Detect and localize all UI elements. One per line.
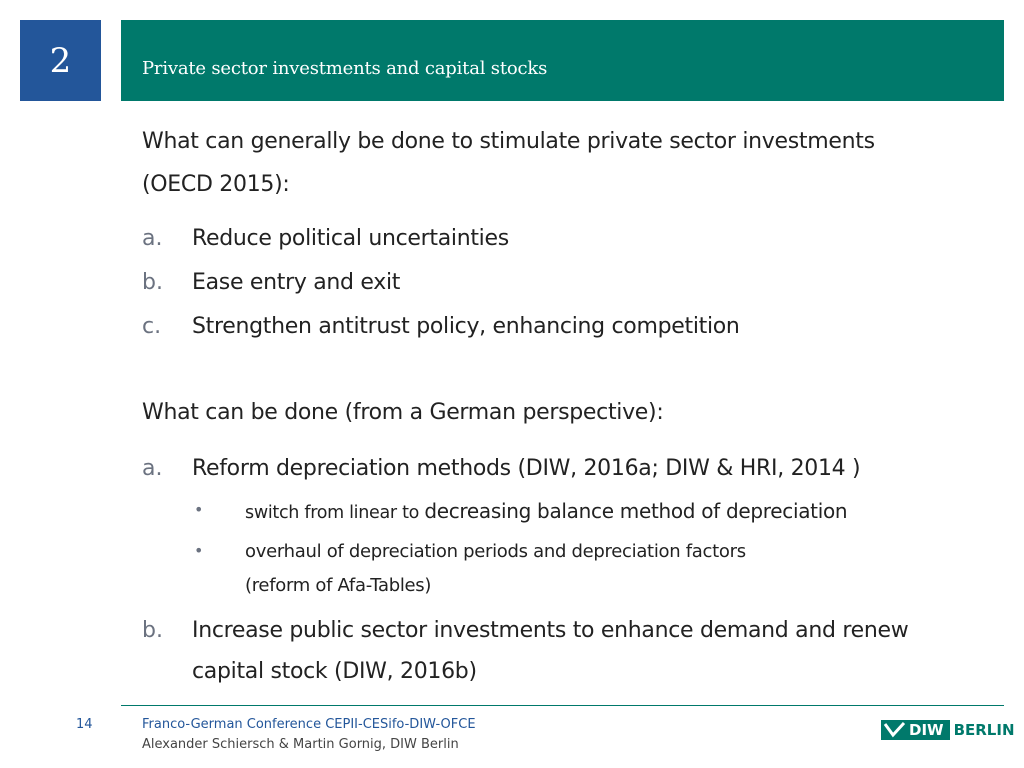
diw-arrow-icon <box>883 721 907 739</box>
bullet-item-line1: overhaul of depreciation periods and depreciation factors <box>245 541 746 562</box>
bullet-symbol: • <box>194 541 204 560</box>
bullet-symbol: • <box>194 500 204 519</box>
bullet-text-small: switch from linear to <box>245 503 425 523</box>
footer-divider <box>121 705 1004 706</box>
block1-intro-line2: (OECD 2015): <box>142 172 290 197</box>
bullet-item-line2: (reform of Afa-Tables) <box>245 575 432 596</box>
list-marker-a: a. <box>142 456 163 481</box>
list-item: Strengthen antitrust policy, enhancing competition <box>192 314 740 339</box>
block2-intro: What can be done (from a German perspective): <box>142 400 664 425</box>
slide-title-bar <box>121 20 1004 101</box>
page-number: 14 <box>76 717 93 732</box>
footer-conference: Franco-German Conference CEPII-CESifo-DIW-OFCE <box>142 717 476 732</box>
list-item-line1: Increase public sector investments to enhance demand and renew <box>192 618 909 643</box>
list-marker-a: a. <box>142 226 163 251</box>
diw-logo-text: DIW <box>909 721 944 739</box>
list-item: Ease entry and exit <box>192 270 401 295</box>
section-number-box <box>20 20 101 101</box>
block1-intro-line1: What can generally be done to stimulate private sector investments <box>142 129 875 154</box>
diw-logo <box>881 719 1015 741</box>
list-marker-b: b. <box>142 618 163 643</box>
footer-authors: Alexander Schiersch & Martin Gornig, DIW Berlin <box>142 737 459 752</box>
list-item: Reduce political uncertainties <box>192 226 509 251</box>
diw-logo-mark <box>881 720 950 740</box>
list-marker-b: b. <box>142 270 163 295</box>
list-marker-c: c. <box>142 314 162 339</box>
diw-logo-berlin: BERLIN <box>953 721 1015 739</box>
list-item-line2: capital stock (DIW, 2016b) <box>192 659 477 684</box>
bullet-text-large: decreasing balance method of depreciation <box>424 499 848 523</box>
list-item: Reform depreciation methods (DIW, 2016a; DIW & HRI, 2014 ) <box>192 456 861 481</box>
slide-title: Private sector investments and capital stocks <box>142 58 548 79</box>
section-number: 2 <box>49 40 72 81</box>
bullet-item <box>245 499 847 523</box>
